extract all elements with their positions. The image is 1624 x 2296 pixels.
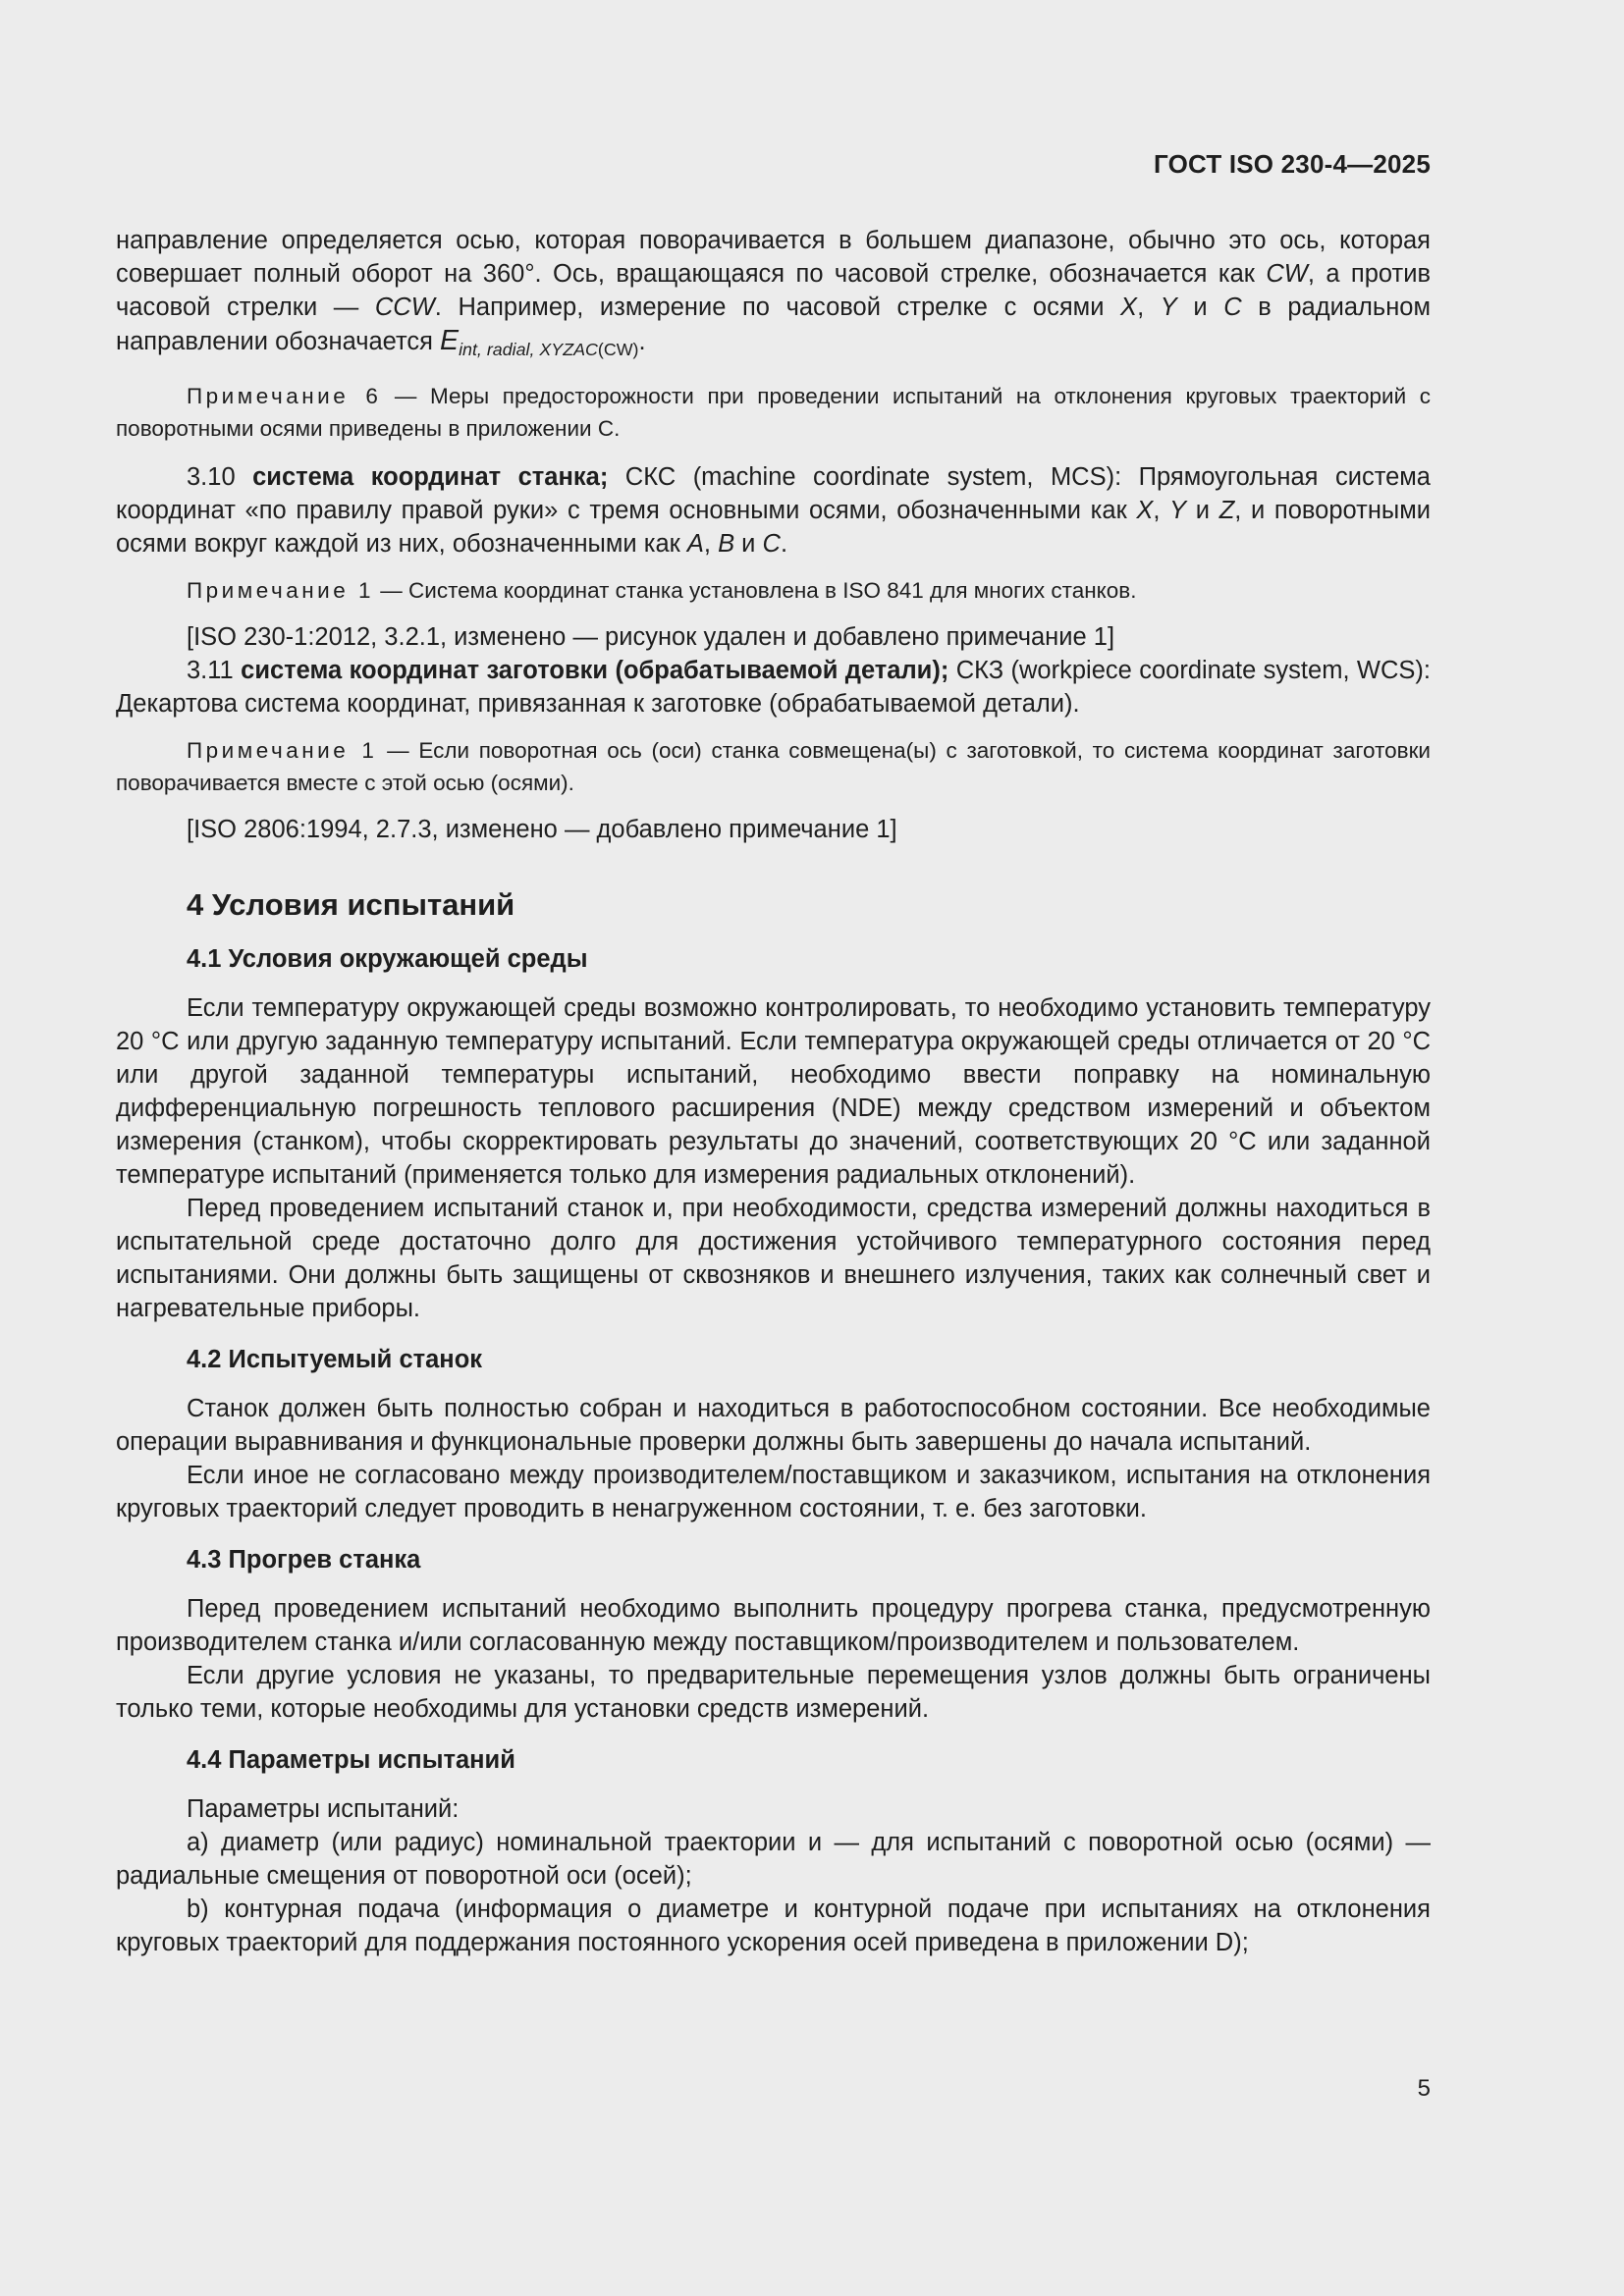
page-header-doc-code: ГОСТ ISO 230-4—2025 <box>1153 149 1431 179</box>
term-name: система координат заготовки (обрабатываемой детали); <box>241 657 949 685</box>
subscript-cw: (CW) <box>597 340 639 360</box>
note-3-11 <box>116 734 1431 799</box>
term-3-10 <box>116 460 1431 561</box>
list-item-b: b) контурная подача (информация о диаметре и контурной подаче при испытаниях на отклонения круговых траекторий для поддержания постоянного ускорения осей приведена в приложении D); <box>116 1896 1431 1957</box>
paragraph-4-1-a: Если температуру окружающей среды возможно контролировать, то необходимо установить температуру 20 °С или другую заданную температуру испытаний. Если температура окружающей среды отличается от 20 °С или другой заданной температуры испытаний, необходимо ввести поправку на номинальную дифференциальную погрешность теплового расширения (NDE) между средством измерений и объектом измерения (станком), чтобы скорректировать результаты до значений, соответствующих 20 °С или заданной температуре испытаний (применяется только для измерения радиальных отклонений). <box>116 994 1431 1190</box>
subsection-heading-4-1: 4.1 Условия окружающей среды <box>187 945 588 974</box>
text: , <box>1153 497 1170 525</box>
paragraph-4-4-intro: Параметры испытаний: <box>187 1795 460 1824</box>
text: . Например, измерение по часовой стрелке с осями <box>434 294 1121 321</box>
paragraph-4-3-b: Если другие условия не указаны, то предварительные перемещения узлов должны быть ограничены только теми, которые необходимы для установки средств измерений. <box>116 1662 1431 1724</box>
note-3-10 <box>116 574 1431 607</box>
note-text: — Меры предосторожности при проведении испытаний на отклонения круговых траекторий с поворотными осями приведены в приложении С. <box>116 384 1431 442</box>
axis-y: Y <box>1169 497 1187 525</box>
text: СКЗ (workpiece coordinate system, WCS): Декартова система координат, привязанная к заготовке (обрабатываемой детали). <box>116 657 1431 719</box>
text: СКС (machine coordinate system, MCS): Прямоугольная система координат «по правилу правой руки» с тремя основными осями, обозначенными как <box>116 463 1431 525</box>
axis-y: Y <box>1160 294 1177 321</box>
term-name: система координат станка; <box>252 463 609 492</box>
section-heading-4: 4 Условия испытаний <box>187 887 515 923</box>
symbol-e: E <box>440 325 460 356</box>
paragraph-4-2-b: Если иное не согласовано между производителем/поставщиком и заказчиком, испытания на отклонения круговых траекторий следует проводить в ненагруженном состоянии, т. е. без заготовки. <box>116 1462 1431 1523</box>
subsection-heading-4-2: 4.2 Испытуемый станок <box>187 1346 483 1374</box>
paragraph-4-3-a: Перед проведением испытаний необходимо выполнить процедуру прогрева станка, предусмотренную производителем станка и/или согласованную между поставщиком/производителем и пользователем. <box>116 1595 1431 1657</box>
symbol-subscript <box>459 340 638 359</box>
axis-b: B <box>718 530 735 559</box>
note-6 <box>116 380 1431 445</box>
axis-c: C <box>1223 294 1242 321</box>
text: . <box>780 530 788 559</box>
note-label: Примечание 1 <box>187 738 378 764</box>
axis-x: X <box>1136 497 1154 525</box>
reference-3-10: [ISO 230-1:2012, 3.2.1, изменено — рисунок удален и добавлено примечание 1] <box>187 623 1115 652</box>
note-label: Примечание 6 <box>187 384 382 409</box>
term-number: 3.11 <box>187 657 242 685</box>
subsection-heading-4-4: 4.4 Параметры испытаний <box>187 1746 515 1775</box>
note-text: — Система координат станка установлена в ISO 841 для многих станков. <box>374 578 1137 604</box>
text: , <box>1137 294 1161 321</box>
text: . <box>638 328 646 355</box>
axis-x: X <box>1120 294 1138 321</box>
list-item-a: a) диаметр (или радиус) номинальной траектории и — для испытаний с поворотной осью (осями) — радиальные смещения от поворотной оси (осей); <box>116 1829 1431 1891</box>
text-ccw: CCW <box>374 294 435 321</box>
text: и <box>1186 497 1219 525</box>
text: направление определяется осью, которая поворачивается в большем диапазоне, обычно это ось, которая совершает полный оборот на 360°. Ось, вращающаяся по часовой стрелке, обозначается как <box>116 227 1431 288</box>
text: и <box>734 530 763 559</box>
paragraph-4-1-b: Перед проведением испытаний станок и, при необходимости, средства измерений должны находиться в испытательной среде достаточно долго для достижения устойчивого температурного состояния перед испытаниями. Они должны быть защищены от сквозняков и внешнего излучения, таких как солнечный свет и нагревательные приборы. <box>116 1195 1431 1323</box>
reference-3-11: [ISO 2806:1994, 2.7.3, изменено — добавлено примечание 1] <box>187 816 897 844</box>
term-number: 3.10 <box>187 463 253 492</box>
axis-z: Z <box>1218 497 1235 525</box>
paragraph-intro <box>116 224 1431 366</box>
note-label: Примечание 1 <box>187 578 374 604</box>
text: и <box>1176 294 1224 321</box>
subsection-heading-4-3: 4.3 Прогрев станка <box>187 1546 421 1575</box>
text: , <box>703 530 719 559</box>
note-text: — Если поворотная ось (оси) станка совмещена(ы) с заготовкой, то система координат заготовки поворачивается вместе с этой осью (осями). <box>116 738 1432 796</box>
text: , и поворотными осями вокруг каждой из них, обозначенными как <box>116 497 1431 559</box>
axis-c: C <box>762 530 781 559</box>
subscript-italic: int, radial, XYZAC <box>459 340 598 360</box>
paragraph-4-2-a: Станок должен быть полностью собран и находиться в работоспособном состоянии. Все необходимые операции выравнивания и функциональные проверки должны быть завершены до начала испытаний. <box>116 1395 1431 1457</box>
document-body <box>116 224 1431 1959</box>
term-3-11 <box>116 654 1431 721</box>
page-number: 5 <box>1417 2075 1431 2102</box>
text: в радиальном направлении обозначается <box>116 294 1431 355</box>
axis-a: A <box>686 530 704 559</box>
text: , а против часовой стрелки — <box>116 260 1431 321</box>
text-cw: CW <box>1266 260 1308 288</box>
